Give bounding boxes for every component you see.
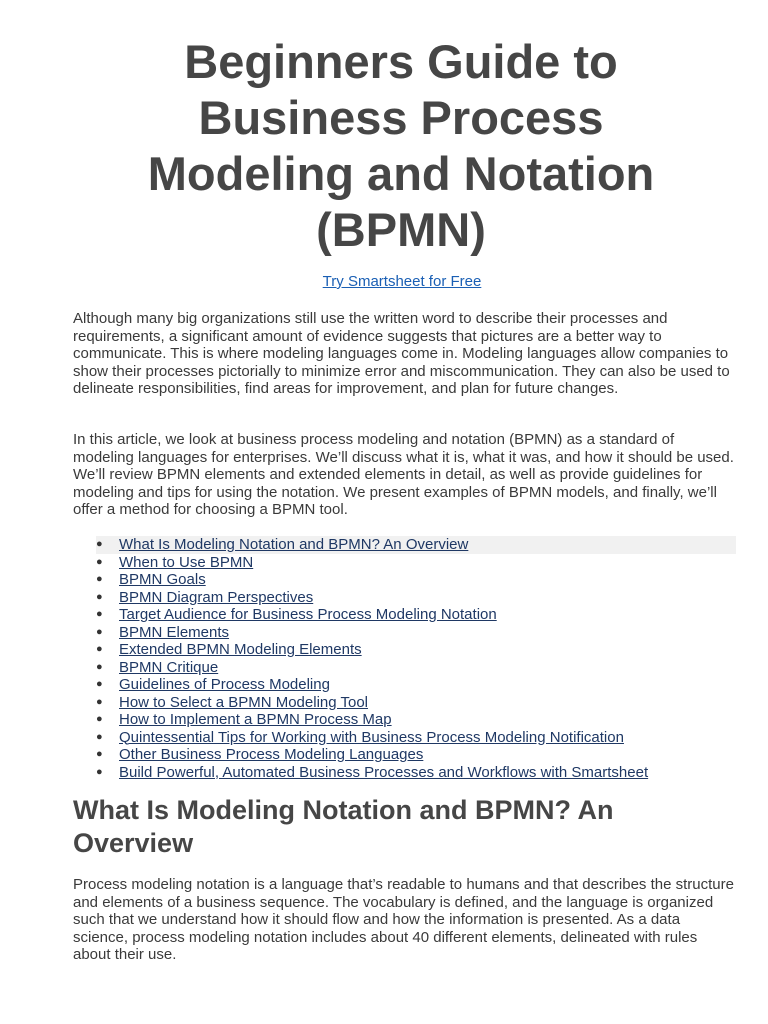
toc-item xyxy=(96,606,736,624)
toc-item xyxy=(96,764,736,782)
bullet-icon: ● xyxy=(96,608,103,620)
page-title: Beginners Guide to Business Process Modeling and Notation (BPMN) xyxy=(147,35,655,256)
bullet-icon: ● xyxy=(96,765,103,778)
bullet-icon: ● xyxy=(96,678,103,690)
bullet-icon: ● xyxy=(96,625,103,638)
bullet-icon: ● xyxy=(96,573,103,585)
section-heading: What Is Modeling Notation and BPMN? An Overview xyxy=(73,795,614,858)
toc-item xyxy=(96,676,736,694)
table-of-contents xyxy=(96,536,736,781)
toc-link-elements[interactable]: BPMN Elements xyxy=(119,623,230,641)
toc-link-when-to-use[interactable]: When to Use BPMN xyxy=(119,553,254,571)
bullet-icon: ● xyxy=(96,730,103,743)
toc-link-goals[interactable]: BPMN Goals xyxy=(119,571,206,588)
bullet-icon: ● xyxy=(96,538,103,550)
intro-paragraph-2: In this article, we look at business process modeling and notation (BPMN) as a standard of modeling languages for enterprises. We’ll discuss what it is, what it was, and how it should be used. We’ll review BPMN elements and extended elements in detail, as well as provide guidelines for modeling and tips for using the notation. We present examples of BPMN models, and finally, we’ll offer a method for choosing a BPMN tool. xyxy=(73,431,734,518)
intro-paragraph-1: Although many big organizations still use the written word to describe their processes and requirements, a significant amount of evidence suggests that pictures are a better way to communicate. This is where modeling languages come in. Modeling languages allow companies to show their processes pictorially to minimize error and miscommunication. They can also be used to delineate responsibilities, find areas for improvement, and plan for future changes. xyxy=(73,310,730,397)
toc-link-tips[interactable]: Quintessential Tips for Working with Business Process Modeling Notification xyxy=(119,728,624,746)
toc-link-guidelines[interactable]: Guidelines of Process Modeling xyxy=(119,676,330,693)
bullet-icon: ● xyxy=(96,590,103,603)
toc-link-select-tool[interactable]: How to Select a BPMN Modeling Tool xyxy=(119,693,369,711)
bullet-icon: ● xyxy=(96,713,103,725)
toc-link-smartsheet[interactable]: Build Powerful, Automated Business Processes and Workflows with Smartsheet xyxy=(119,763,649,781)
cta-container xyxy=(0,273,768,291)
section-paragraph: Process modeling notation is a language that’s readable to humans and that describes the structure and elements of a business sequence. The vocabulary is defined, and the language is organized such that we understand how it should flow and how the information is presented. As a data science, process modeling notation includes about 40 different elements, delineated with rules about their use. xyxy=(73,876,734,963)
toc-item xyxy=(96,729,736,747)
bullet-icon: ● xyxy=(96,695,103,708)
toc-link-implement-map[interactable]: How to Implement a BPMN Process Map xyxy=(119,711,392,728)
toc-item xyxy=(96,711,736,729)
toc-item xyxy=(96,536,736,554)
toc-item xyxy=(96,589,736,607)
toc-item xyxy=(96,694,736,712)
bullet-icon: ● xyxy=(96,748,103,760)
bullet-icon: ● xyxy=(96,643,103,655)
bullet-icon: ● xyxy=(96,555,103,568)
toc-link-critique[interactable]: BPMN Critique xyxy=(119,658,219,676)
toc-item xyxy=(96,746,736,764)
toc-link-overview[interactable]: What Is Modeling Notation and BPMN? An Overview xyxy=(119,536,469,553)
toc-item xyxy=(96,571,736,589)
toc-item xyxy=(96,554,736,572)
toc-item xyxy=(96,641,736,659)
toc-item xyxy=(96,624,736,642)
toc-link-diagram-perspectives[interactable]: BPMN Diagram Perspectives xyxy=(119,588,314,606)
toc-link-target-audience[interactable]: Target Audience for Business Process Modeling Notation xyxy=(119,606,497,623)
try-smartsheet-link[interactable]: Try Smartsheet for Free xyxy=(322,273,482,290)
toc-item xyxy=(96,659,736,677)
toc-link-other-languages[interactable]: Other Business Process Modeling Languages xyxy=(119,746,424,763)
toc-link-extended-elements[interactable]: Extended BPMN Modeling Elements xyxy=(119,641,362,658)
bullet-icon: ● xyxy=(96,660,103,673)
